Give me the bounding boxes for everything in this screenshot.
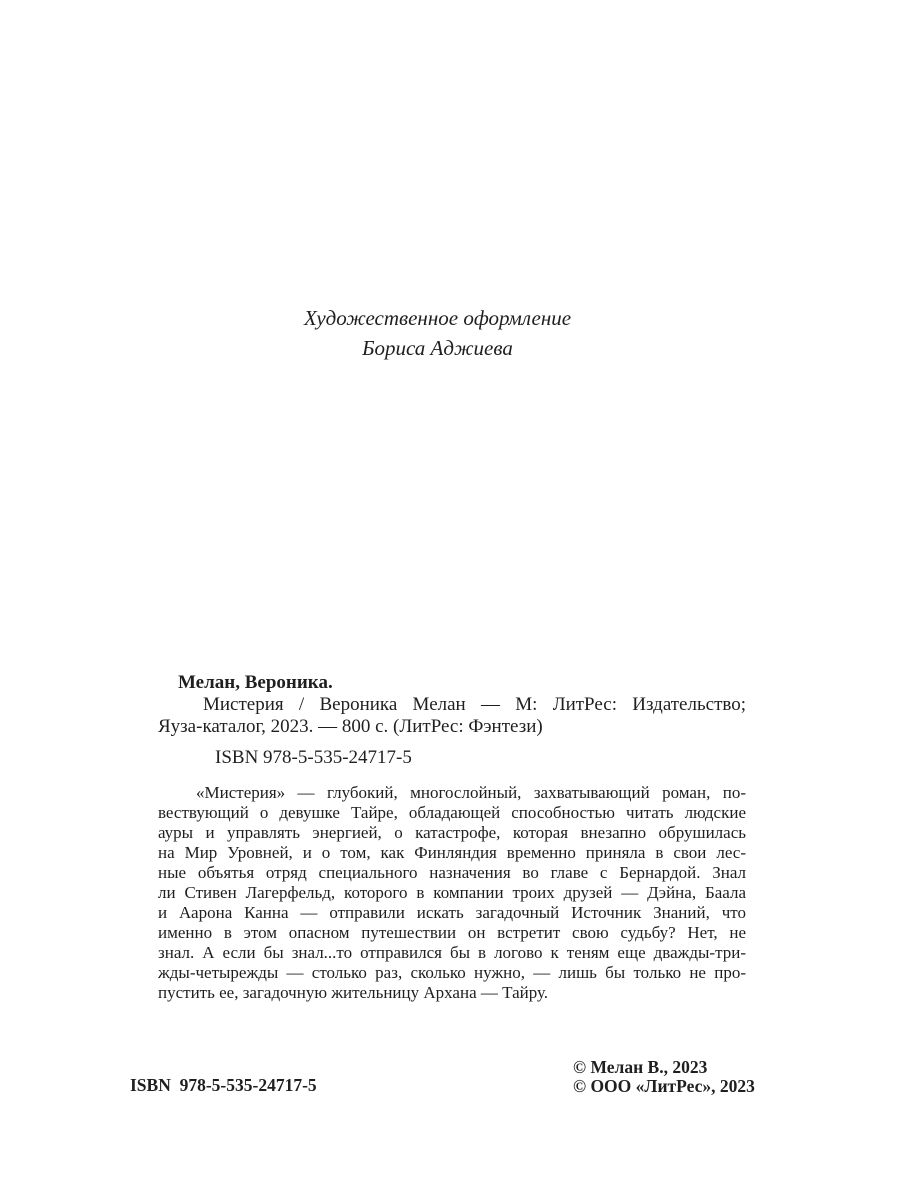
copyright-block	[573, 1058, 755, 1096]
biblio-publisher-line: Яуза-каталог, 2023. — 800 с. (ЛитРес: Фэнтези)	[158, 716, 543, 737]
annotation-line: пустить ее, загадочную жительницу Архана — Тайру.	[158, 983, 549, 1002]
annotation-line: ауры и управлять энергией, о катастрофе, которая внезапно обрушилась	[158, 823, 746, 842]
biblio-title-line: Мистерия / Вероника Мелан — М: ЛитРес: Издательство;	[203, 694, 746, 715]
annotation-paragraph	[158, 783, 746, 1003]
annotation-line: именно в этом опасном путешествии он встретит свою судьбу? Нет, не	[158, 923, 746, 942]
annotation-line: вествующий о девушке Тайре, обладающей способностью читать людские	[158, 803, 746, 822]
copyright-author: © Мелан В., 2023	[573, 1057, 708, 1077]
annotation-line: «Мистерия» — глубокий, многослойный, захватывающий роман, по-	[196, 783, 746, 802]
annotation-line: ли Стивен Лагерфельд, которого в компании троих друзей — Дэйна, Баала	[158, 883, 746, 902]
annotation-line: жды-четырежды — столько раз, сколько нужно, — лишь бы только не про-	[158, 963, 746, 982]
artist-credit-line1: Художественное оформление	[303, 306, 572, 330]
biblio-author: Мелан, Вероника.	[178, 672, 333, 693]
bibliographic-entry	[158, 672, 746, 769]
annotation-line: знал. А если бы знал...то отправился бы в логово к теням еще дважды-три-	[158, 943, 746, 962]
artist-credit-line2: Бориса Аджиева	[362, 336, 513, 360]
annotation-line: и Аарона Канна — отправили искать загадочный Источник Знаний, что	[158, 903, 746, 922]
copyright-publisher: © ООО «ЛитРес», 2023	[573, 1076, 755, 1096]
artist-credit	[0, 303, 875, 363]
annotation-line: ные объятья отряд специального назначения во главе с Бернардой. Знал	[158, 863, 746, 882]
biblio-isbn: ISBN 978-5-535-24717-5	[215, 747, 412, 768]
footer-isbn: ISBN 978-5-535-24717-5	[130, 1075, 317, 1095]
annotation-line: на Мир Уровней, и о том, как Финляндия временно приняла в свои лес-	[158, 843, 746, 862]
